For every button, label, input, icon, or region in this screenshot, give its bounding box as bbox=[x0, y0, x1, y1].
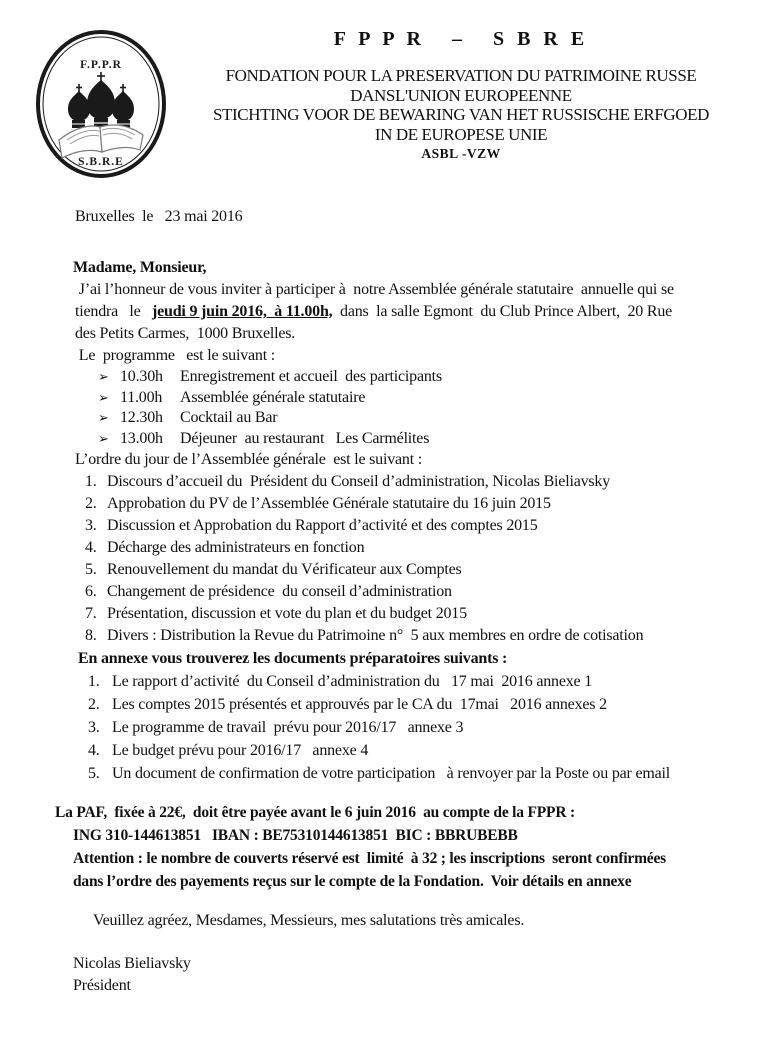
item-number: 3. bbox=[88, 719, 100, 736]
signature-title: Président bbox=[73, 977, 131, 994]
intro-line2-post: dans la salle Egmont du Club Prince Albert, 20 Rue bbox=[332, 303, 673, 320]
program-item bbox=[0, 429, 782, 450]
annexe-item bbox=[0, 716, 782, 739]
item-text: Discours d’accueil du Président du Conseil d’administration, Nicolas Bieliavsky bbox=[107, 473, 611, 490]
annexe-item bbox=[0, 693, 782, 716]
item-number: 7. bbox=[85, 605, 97, 622]
item-text: Changement de présidence du conseil d’administration bbox=[107, 583, 452, 600]
payment-amount-line: La PAF, fixée à 22€, doit être payée avant le 6 juin 2016 au compte de la FPPR : bbox=[55, 804, 575, 821]
agenda-item bbox=[0, 559, 782, 581]
item-number: 2. bbox=[85, 495, 97, 512]
annexe-heading: En annexe vous trouverez les documents préparatoires suivants : bbox=[78, 650, 508, 667]
annexe-item bbox=[0, 670, 782, 693]
annexe-list bbox=[0, 670, 782, 785]
payment-block bbox=[0, 801, 782, 893]
agenda-item bbox=[0, 515, 782, 537]
item-number: 1. bbox=[85, 473, 97, 490]
agenda-item bbox=[0, 581, 782, 603]
item-text: Divers : Distribution la Revue du Patrimoine n° 5 aux membres en ordre de cotisation bbox=[107, 627, 644, 644]
item-text: Approbation du PV de l’Assemblée Générale statutaire du 16 juin 2015 bbox=[107, 495, 551, 512]
annexe-item bbox=[0, 739, 782, 762]
item-text: Discussion et Approbation du Rapport d’activité et des comptes 2015 bbox=[107, 517, 538, 534]
item-text: Présentation, discussion et vote du plan et du budget 2015 bbox=[107, 605, 467, 622]
item-text: Renouvellement du mandat du Vérificateur aux Comptes bbox=[107, 561, 462, 578]
org-name-fr-line1: FONDATION POUR LA PRESERVATION DU PATRIMOINE RUSSE bbox=[225, 66, 697, 85]
org-name-fr-line2: DANSL'UNION EUROPEENNE bbox=[350, 85, 572, 105]
agenda-item bbox=[0, 537, 782, 559]
agenda-item bbox=[0, 625, 782, 647]
payment-warning-line: Attention : le nombre de couverts réservé est limité à 32 ; les inscriptions seront confirmées bbox=[73, 850, 667, 867]
salutation: Madame, Monsieur, bbox=[73, 259, 207, 276]
item-text: Un document de confirmation de votre participation à renvoyer par la Poste ou par email bbox=[112, 765, 671, 782]
closing-formula: Veuillez agréez, Mesdames, Messieurs, mes salutations très amicales. bbox=[93, 912, 525, 929]
item-number: 8. bbox=[85, 627, 97, 644]
bank-account-line: ING 310-144613851 IBAN : BE75310144613851 BIC : BBRUBEBB bbox=[73, 827, 518, 844]
item-text: Décharge des administrateurs en fonction bbox=[107, 539, 365, 556]
logo-top-text: F.P.P.R bbox=[80, 59, 122, 71]
logo-bottom-text: S.B.R.E bbox=[78, 156, 124, 168]
agenda-heading: L’ordre du jour de l’Assemblée générale est le suivant : bbox=[75, 451, 423, 468]
intro-line: des Petits Carmes, 1000 Bruxelles. bbox=[75, 325, 296, 342]
item-text: Le budget prévu pour 2016/17 annexe 4 bbox=[112, 742, 369, 759]
item-number: 2. bbox=[88, 696, 100, 713]
program-label: Assemblée générale statutaire bbox=[180, 388, 366, 406]
item-number: 3. bbox=[85, 517, 97, 534]
agenda-list bbox=[0, 471, 782, 647]
arrow-bullet-icon bbox=[98, 429, 120, 450]
org-name-nl-line1: STICHTING VOOR DE BEWARING VAN HET RUSSISCHE ERFGOED bbox=[212, 105, 709, 124]
program-intro: Le programme est le suivant : bbox=[75, 347, 276, 364]
item-text: Les comptes 2015 présentés et approuvés par le CA du 17mai 2016 annexes 2 bbox=[112, 696, 607, 713]
meeting-date-highlight: jeudi 9 juin 2016, à 11.00h, bbox=[151, 303, 333, 320]
org-legal-form: ASBL -VZW bbox=[421, 146, 501, 161]
agenda-item bbox=[0, 603, 782, 625]
program-time: 11.00h bbox=[120, 388, 163, 406]
item-text: Le rapport d’activité du Conseil d’administration du 17 mai 2016 annexe 1 bbox=[112, 673, 593, 690]
program-list bbox=[0, 367, 782, 449]
payment-warning-line: dans l’ordre des payements reçus sur le compte de la Fondation. Voir détails en annexe bbox=[73, 873, 632, 890]
item-number: 6. bbox=[85, 583, 97, 600]
intro-line bbox=[75, 301, 782, 323]
program-item bbox=[0, 388, 782, 409]
org-acronym-title: F P P R – S B R E bbox=[333, 28, 589, 50]
program-item bbox=[0, 367, 782, 388]
program-item bbox=[0, 408, 782, 429]
item-number: 5. bbox=[88, 765, 100, 782]
signature-name: Nicolas Bieliavsky bbox=[73, 955, 191, 972]
agenda-item bbox=[0, 471, 782, 493]
intro-line2-pre: tiendra le bbox=[75, 303, 152, 320]
arrow-bullet-icon bbox=[98, 408, 120, 429]
dateline: Bruxelles le 23 mai 2016 bbox=[75, 208, 243, 225]
program-time: 12.30h bbox=[120, 409, 163, 426]
intro-line: J’ai l’honneur de vous inviter à participer à notre Assemblée générale statutaire annuelle qui se bbox=[75, 281, 674, 298]
item-number: 4. bbox=[88, 742, 100, 759]
item-number: 4. bbox=[85, 539, 97, 556]
arrow-bullet-icon bbox=[98, 388, 120, 409]
arrow-bullet-icon bbox=[98, 367, 120, 388]
program-label: Déjeuner au restaurant Les Carmélites bbox=[180, 429, 430, 447]
org-name-nl-line2: IN DE EUROPESE UNIE bbox=[374, 124, 548, 144]
item-text: Le programme de travail prévu pour 2016/17 annexe 3 bbox=[112, 719, 464, 736]
program-label: Cocktail au Bar bbox=[180, 409, 278, 426]
item-number: 1. bbox=[88, 673, 100, 690]
program-label: Enregistrement et accueil des participants bbox=[180, 368, 442, 385]
program-time: 13.00h bbox=[120, 429, 163, 447]
agenda-item bbox=[0, 493, 782, 515]
annexe-item bbox=[0, 762, 782, 785]
program-time: 10.30h bbox=[120, 368, 163, 385]
item-number: 5. bbox=[85, 561, 97, 578]
